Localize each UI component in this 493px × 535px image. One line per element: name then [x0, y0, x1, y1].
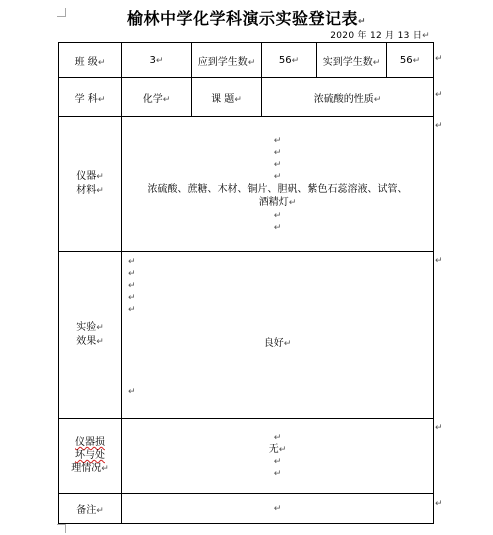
- materials-label-cell: 仪器↵ 材料↵: [59, 117, 122, 252]
- effect-text: 良好: [263, 338, 284, 349]
- table-row-effect: [59, 252, 434, 419]
- row-end-mark: ↵: [435, 90, 443, 100]
- damage-value-cell[interactable]: ↵ 无↵ ↵ ↵: [122, 419, 434, 494]
- page-margin-corner-bottom: [57, 524, 66, 533]
- table-row-class: [59, 43, 434, 78]
- actual-students-label-cell: 实到学生数↵: [317, 43, 387, 78]
- document-title-text: 榆林中学化学科演示实验登记表: [126, 9, 358, 28]
- expected-students-label-cell: 应到学生数↵: [192, 43, 262, 78]
- damage-text: 无: [268, 444, 279, 455]
- row-end-mark: ↵: [435, 499, 443, 509]
- row-end-mark: ↵: [435, 54, 443, 64]
- table-row-remarks: [59, 494, 434, 524]
- materials-text-line1: 浓硫酸、蔗糖、木材、铜片、胆矾、紫色石蕊溶液、试管、: [147, 183, 408, 195]
- row-end-mark: ↵: [435, 256, 443, 266]
- table-row-materials: [59, 117, 434, 252]
- class-value-cell[interactable]: 3↵: [122, 43, 192, 78]
- subject-label-cell: 学 科↵: [59, 78, 122, 117]
- row-end-mark: ↵: [435, 121, 443, 131]
- paragraph-mark: ↵: [422, 31, 430, 41]
- remarks-label-cell: 备注↵: [59, 494, 122, 524]
- row-end-mark: ↵: [435, 423, 443, 433]
- materials-value-cell[interactable]: ↵ ↵ ↵ ↵ 浓硫酸、蔗糖、木材、铜片、胆矾、紫色石蕊溶液、试管、 酒精灯↵ ↵ ↵: [122, 117, 434, 252]
- subject-value-cell[interactable]: 化学↵: [122, 78, 192, 117]
- expected-students-value-cell[interactable]: 56↵: [262, 43, 317, 78]
- date-text: 2020 年 12 月 13 日: [330, 31, 423, 41]
- remarks-value-cell[interactable]: ↵: [122, 494, 434, 524]
- topic-value-cell[interactable]: 浓硫酸的性质↵: [262, 78, 434, 117]
- topic-label-cell: 课 题↵: [192, 78, 262, 117]
- materials-text-line2: 酒精灯: [258, 196, 289, 208]
- class-label-cell: 班 级↵: [59, 43, 122, 78]
- document-date: [330, 28, 430, 41]
- registration-table: [58, 42, 434, 524]
- document-title: [0, 6, 493, 29]
- effect-label-cell: 实验↵ 效果↵: [59, 252, 122, 419]
- actual-students-value-cell[interactable]: 56↵: [387, 43, 434, 78]
- table-row-damage: [59, 419, 434, 494]
- damage-label-cell: 仪器损 坏与处 理情况↵: [59, 419, 122, 494]
- effect-value-cell[interactable]: ↵ ↵ ↵ ↵ ↵ 良好↵ ↵: [122, 252, 434, 419]
- paragraph-mark: ↵: [357, 17, 367, 27]
- table-row-subject: [59, 78, 434, 117]
